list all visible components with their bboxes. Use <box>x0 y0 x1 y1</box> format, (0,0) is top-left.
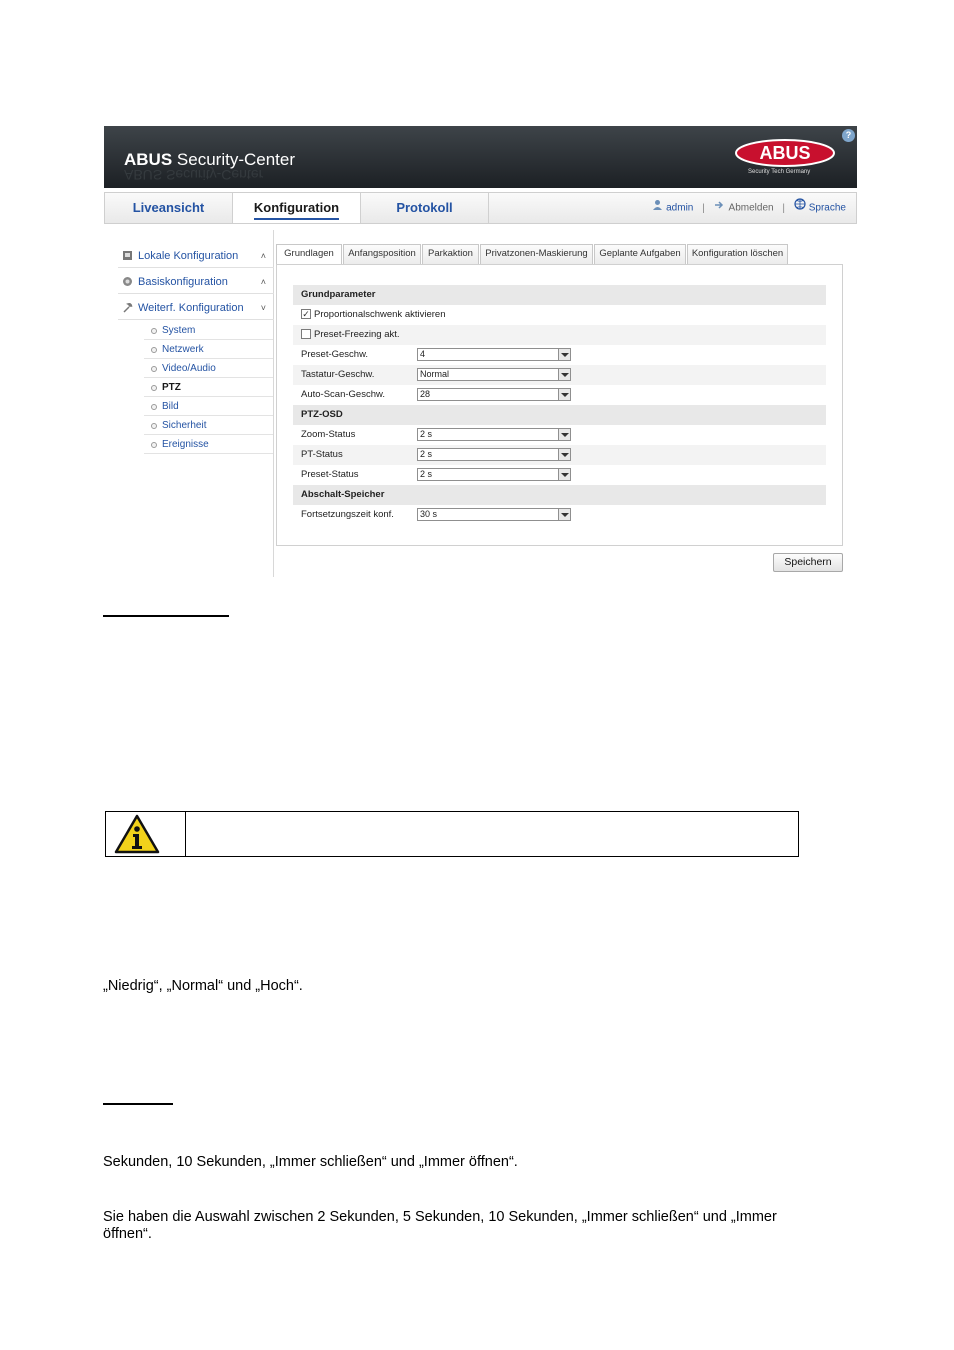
logout-icon <box>714 193 726 223</box>
tab-protokoll[interactable]: Protokoll <box>361 193 489 223</box>
autoscan-speed-row <box>293 385 826 405</box>
heading-underline <box>103 615 229 617</box>
preset-speed-row <box>293 345 826 365</box>
sidebar-item-lokale-konfiguration[interactable] <box>118 244 274 268</box>
tab-konfiguration[interactable]: Konfiguration <box>233 193 361 223</box>
section-abschalt-speicher: Abschalt-Speicher <box>293 485 826 505</box>
dropdown-arrow-icon <box>558 429 570 440</box>
tab-grundlagen[interactable]: Grundlagen <box>276 244 342 265</box>
keyboard-speed-row <box>293 365 826 385</box>
keyboard-speed-select[interactable]: Normal <box>417 368 571 381</box>
dropdown-arrow-icon <box>558 369 570 380</box>
sidebar-item-label: Basiskonfiguration <box>138 276 228 288</box>
resume-time-label: Fortsetzungszeit konf. <box>301 509 394 520</box>
logo-text: ABUS <box>759 143 811 163</box>
wrench-icon <box>122 302 133 313</box>
logout-link[interactable]: Abmelden <box>728 202 774 214</box>
globe-icon <box>794 193 806 223</box>
dropdown-arrow-icon <box>558 509 570 520</box>
preset-status-label: Preset-Status <box>301 469 359 480</box>
settings-panel <box>276 264 843 546</box>
tab-liveansicht[interactable]: Liveansicht <box>105 193 233 223</box>
autoscan-speed-label: Auto-Scan-Geschw. <box>301 389 385 400</box>
doc-line-selection: Sie haben die Auswahl zwischen 2 Sekunden, 5 Sekunden, 10 Sekunden, „Immer schließen“ und „Immer <box>103 1209 777 1225</box>
chevron-up-icon: ˄ <box>260 277 266 287</box>
bullet-icon <box>151 366 157 372</box>
bullet-icon <box>151 385 157 391</box>
dropdown-arrow-icon <box>558 469 570 480</box>
tab-privatzonen-maskierung[interactable]: Privatzonen-Maskierung <box>480 244 593 264</box>
preset-speed-label: Preset-Geschw. <box>301 349 369 360</box>
help-icon[interactable]: ? <box>842 129 855 142</box>
zoom-status-label: Zoom-Status <box>301 429 356 440</box>
sidebar-item-label: Lokale Konfiguration <box>138 250 239 262</box>
doc-line-selection-cont: öffnen“. <box>103 1226 152 1242</box>
sidebar-item-netzwerk[interactable]: Netzwerk <box>144 341 273 359</box>
sidebar-item-basiskonfiguration[interactable] <box>118 270 274 294</box>
note-icon-cell <box>106 812 186 856</box>
dropdown-arrow-icon <box>558 449 570 460</box>
sidebar-item-sicherheit[interactable]: Sicherheit <box>144 417 273 435</box>
resume-time-row <box>293 505 826 525</box>
title-reflection: ABUS Security-Center <box>124 167 264 183</box>
section-grundparameter: Grundparameter <box>293 285 826 305</box>
abus-logo <box>734 138 836 175</box>
tab-anfangsposition[interactable]: Anfangsposition <box>343 244 421 264</box>
tab-parkaktion[interactable]: Parkaktion <box>422 244 479 264</box>
sidebar-item-video-audio[interactable]: Video/Audio <box>144 360 273 378</box>
pt-status-select[interactable]: 2 s <box>417 448 571 461</box>
preset-status-row <box>293 465 826 485</box>
resume-time-select[interactable]: 30 s <box>417 508 571 521</box>
preset-freezing-checkbox[interactable] <box>301 329 311 339</box>
screenshot-frame <box>104 126 857 577</box>
dropdown-arrow-icon <box>558 389 570 400</box>
user-bar: admin | Abmelden | Sprache <box>652 193 846 223</box>
sidebar-item-system[interactable]: System <box>144 322 273 340</box>
bullet-icon <box>151 442 157 448</box>
tab-konfiguration-loeschen[interactable]: Konfiguration löschen <box>687 244 788 264</box>
pt-status-row <box>293 445 826 465</box>
proportional-pan-row <box>293 305 826 325</box>
bullet-icon <box>151 423 157 429</box>
chevron-down-icon: ˅ <box>260 303 266 313</box>
keyboard-speed-label: Tastatur-Geschw. <box>301 369 375 380</box>
sidebar <box>104 230 274 577</box>
preset-status-select[interactable]: 2 s <box>417 468 571 481</box>
save-button[interactable]: Speichern <box>773 553 843 572</box>
zoom-status-row <box>293 425 826 445</box>
sidebar-item-ereignisse[interactable]: Ereignisse <box>144 436 273 454</box>
preset-freezing-label: Preset-Freezing akt. <box>314 329 400 340</box>
sidebar-item-label: Weiterf. Konfiguration <box>138 302 244 314</box>
autoscan-speed-select[interactable]: 28 <box>417 388 571 401</box>
chevron-up-icon: ˄ <box>260 251 266 261</box>
warning-info-icon <box>114 814 160 854</box>
zoom-status-select[interactable]: 2 s <box>417 428 571 441</box>
doc-line-seconds: Sekunden, 10 Sekunden, „Immer schließen“ und „Immer öffnen“. <box>103 1154 518 1170</box>
bullet-icon <box>151 328 157 334</box>
pt-status-label: PT-Status <box>301 449 343 460</box>
local-config-icon <box>122 250 133 261</box>
user-icon <box>652 193 663 223</box>
preset-speed-select[interactable]: 4 <box>417 348 571 361</box>
app-title: ABUS Security-Center <box>124 150 296 169</box>
logo-claim: Security Tech Germany <box>748 169 811 175</box>
basic-config-icon <box>122 276 133 287</box>
user-name[interactable]: admin <box>666 202 694 214</box>
doc-line-speed-options: „Niedrig“, „Normal“ und „Hoch“. <box>103 978 303 994</box>
main-nav <box>104 192 857 224</box>
dropdown-arrow-icon <box>558 349 570 360</box>
bullet-icon <box>151 404 157 410</box>
section-ptz-osd: PTZ-OSD <box>293 405 826 425</box>
proportional-pan-label: Proportionalschwenk aktivieren <box>314 309 446 320</box>
app-header <box>104 126 857 188</box>
tab-geplante-aufgaben[interactable]: Geplante Aufgaben <box>594 244 686 264</box>
language-link[interactable]: Sprache <box>808 202 846 214</box>
proportional-pan-checkbox[interactable]: ✓ <box>302 309 310 319</box>
bullet-icon <box>151 347 157 353</box>
heading-underline <box>103 1103 173 1105</box>
preset-freezing-row <box>293 325 826 345</box>
sidebar-item-bild[interactable]: Bild <box>144 398 273 416</box>
note-box <box>105 811 799 857</box>
sidebar-item-weiterf-konfiguration[interactable] <box>118 296 274 320</box>
sidebar-item-ptz[interactable]: PTZ <box>144 379 273 397</box>
